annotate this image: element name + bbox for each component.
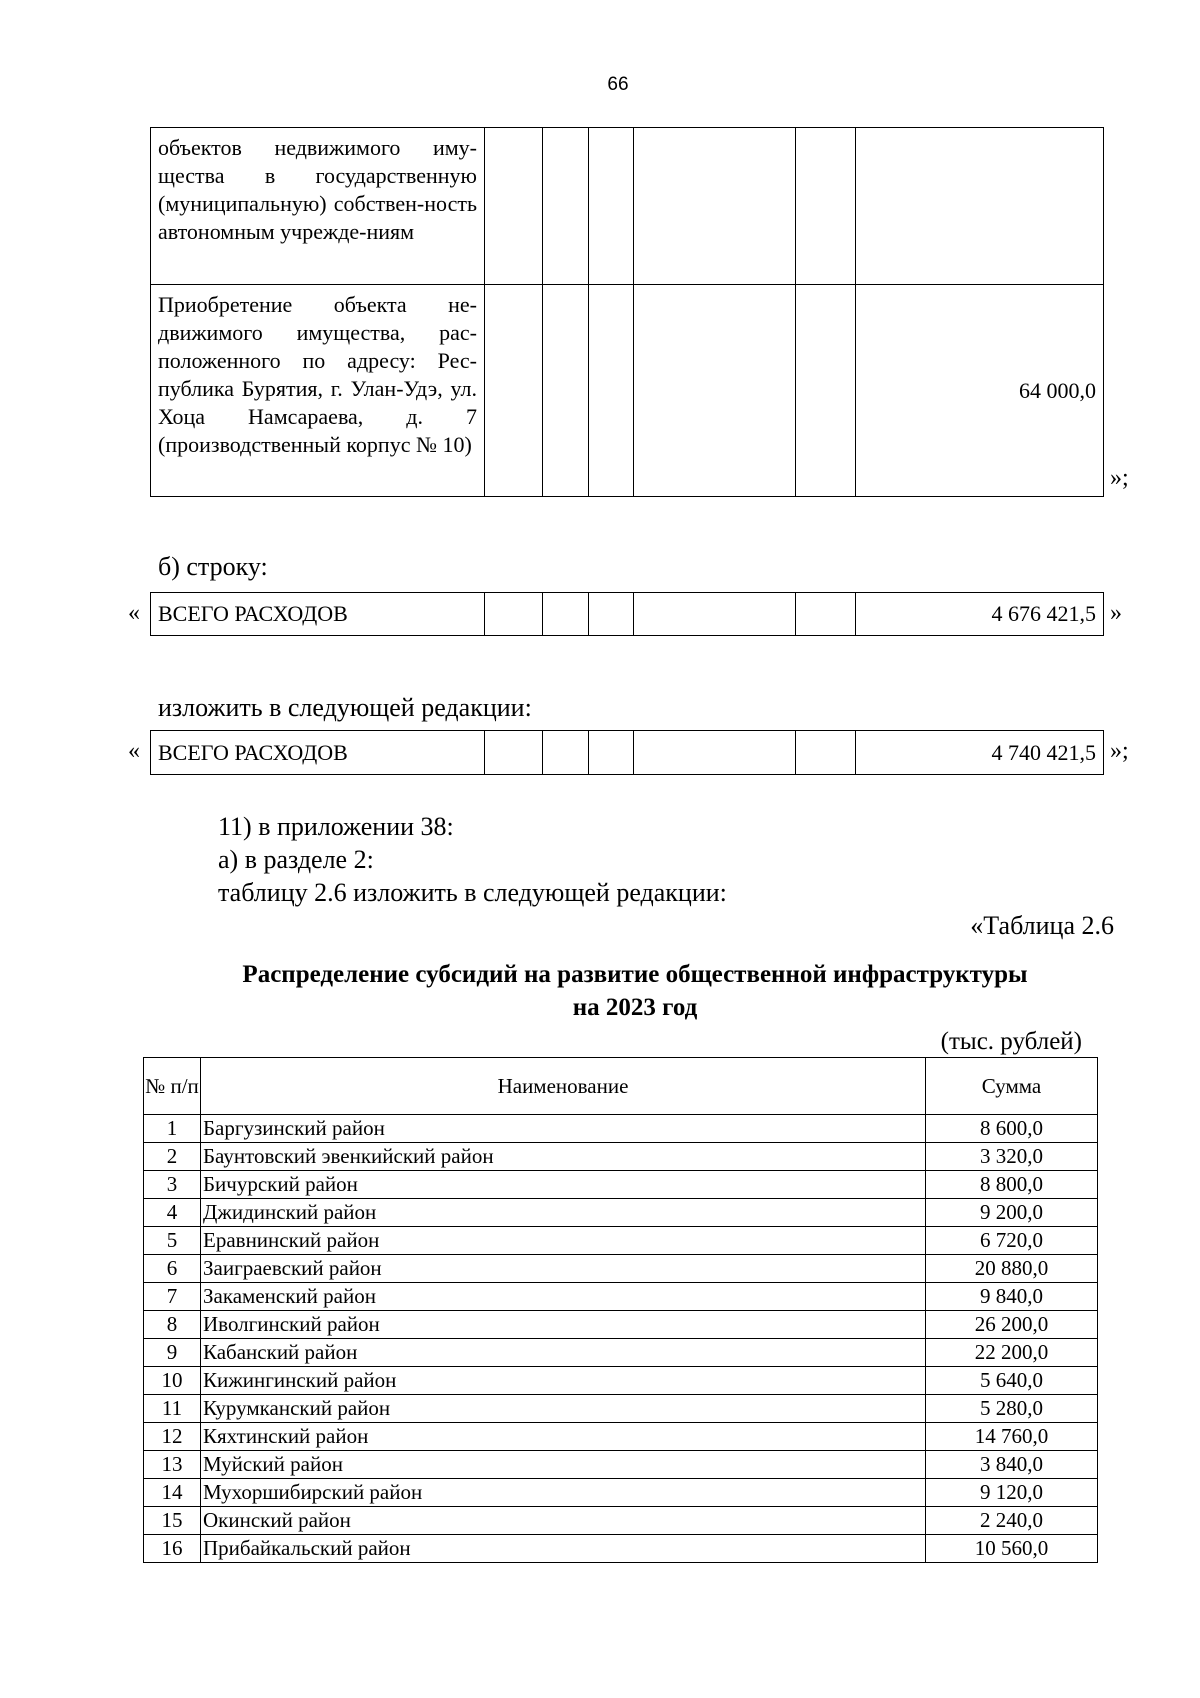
row-name: Заиграевский район bbox=[201, 1255, 926, 1283]
row-name: Окинский район bbox=[201, 1507, 926, 1535]
row-name: Курумканский район bbox=[201, 1395, 926, 1423]
row-sum: 14 760,0 bbox=[926, 1423, 1098, 1451]
open-quote: « bbox=[128, 738, 140, 764]
item-11: 11) в приложении 38: bbox=[218, 812, 454, 841]
row-name: Еравнинский район bbox=[201, 1227, 926, 1255]
units-label: (тыс. рублей) bbox=[940, 1028, 1082, 1055]
row-name: Кабанский район bbox=[201, 1339, 926, 1367]
title-line-2: на 2023 год bbox=[572, 994, 698, 1021]
total-label: ВСЕГО РАСХОДОВ bbox=[151, 731, 485, 775]
row-sum: 8 800,0 bbox=[926, 1171, 1098, 1199]
row-name: Мухоршибирский район bbox=[201, 1479, 926, 1507]
table-row bbox=[144, 1535, 1098, 1563]
title-line-1: Распределение субсидий на развитие общественной инфраструктуры bbox=[242, 961, 1028, 988]
row-sum: 6 720,0 bbox=[926, 1227, 1098, 1255]
new-total-row bbox=[150, 730, 1104, 775]
table-row bbox=[144, 1171, 1098, 1199]
row-amount bbox=[856, 128, 1104, 285]
row-amount: 64 000,0 bbox=[856, 285, 1104, 497]
continued-table bbox=[150, 127, 1104, 497]
row-name: Баунтовский эвенкийский район bbox=[201, 1143, 926, 1171]
table-row bbox=[144, 1255, 1098, 1283]
row-number: 1 bbox=[144, 1115, 201, 1143]
row-sum: 9 840,0 bbox=[926, 1283, 1098, 1311]
row-sum: 9 120,0 bbox=[926, 1479, 1098, 1507]
row-sum: 9 200,0 bbox=[926, 1199, 1098, 1227]
row-number: 9 bbox=[144, 1339, 201, 1367]
row-number: 13 bbox=[144, 1451, 201, 1479]
row-sum: 8 600,0 bbox=[926, 1115, 1098, 1143]
row-sum: 2 240,0 bbox=[926, 1507, 1098, 1535]
table-row bbox=[144, 1479, 1098, 1507]
row-number: 8 bbox=[144, 1311, 201, 1339]
row-number: 11 bbox=[144, 1395, 201, 1423]
table-row bbox=[144, 1367, 1098, 1395]
row-sum: 5 280,0 bbox=[926, 1395, 1098, 1423]
open-quote: « bbox=[128, 600, 140, 626]
row-name: Джидинский район bbox=[201, 1199, 926, 1227]
table-row bbox=[144, 1311, 1098, 1339]
row-name: Кяхтинский район bbox=[201, 1423, 926, 1451]
row-number: 7 bbox=[144, 1283, 201, 1311]
table-row bbox=[144, 1423, 1098, 1451]
table-row bbox=[144, 1227, 1098, 1255]
row-sum: 20 880,0 bbox=[926, 1255, 1098, 1283]
row-number: 2 bbox=[144, 1143, 201, 1171]
row-sum: 10 560,0 bbox=[926, 1535, 1098, 1563]
header-sum: Сумма bbox=[926, 1058, 1098, 1115]
row-sum: 5 640,0 bbox=[926, 1367, 1098, 1395]
row-sum: 3 320,0 bbox=[926, 1143, 1098, 1171]
edit-line: изложить в следующей редакции: bbox=[158, 693, 532, 722]
row-sum: 26 200,0 bbox=[926, 1311, 1098, 1339]
table-row bbox=[144, 1199, 1098, 1227]
old-total-row bbox=[150, 592, 1104, 636]
table-row bbox=[151, 285, 1104, 497]
page-number: 66 bbox=[607, 74, 629, 95]
row-sum: 3 840,0 bbox=[926, 1451, 1098, 1479]
total-amount: 4 740 421,5 bbox=[856, 731, 1104, 775]
row-number: 16 bbox=[144, 1535, 201, 1563]
row-number: 14 bbox=[144, 1479, 201, 1507]
table-row bbox=[144, 1339, 1098, 1367]
close-quote: »; bbox=[1110, 465, 1129, 491]
subsidy-table bbox=[143, 1057, 1098, 1563]
table-row bbox=[151, 128, 1104, 285]
row-number: 6 bbox=[144, 1255, 201, 1283]
header-name: Наименование bbox=[201, 1058, 926, 1115]
row-sum: 22 200,0 bbox=[926, 1339, 1098, 1367]
total-label: ВСЕГО РАСХОДОВ bbox=[151, 593, 485, 636]
table-row bbox=[144, 1507, 1098, 1535]
row-number: 4 bbox=[144, 1199, 201, 1227]
row-name: Закаменский район bbox=[201, 1283, 926, 1311]
close-quote: » bbox=[1110, 600, 1122, 626]
total-amount: 4 676 421,5 bbox=[856, 593, 1104, 636]
row-number: 10 bbox=[144, 1367, 201, 1395]
row-number: 15 bbox=[144, 1507, 201, 1535]
row-number: 12 bbox=[144, 1423, 201, 1451]
close-quote: »; bbox=[1110, 738, 1129, 764]
table-header-row bbox=[144, 1058, 1098, 1115]
row-name: Иволгинский район bbox=[201, 1311, 926, 1339]
item-table: таблицу 2.6 изложить в следующей редакции: bbox=[218, 878, 727, 907]
b-line: б) строку: bbox=[158, 552, 268, 581]
row-name: Прибайкальский район bbox=[201, 1535, 926, 1563]
table-row bbox=[144, 1115, 1098, 1143]
row-description: объектов недвижимого иму-щества в государственную (муниципальную) собствен-ность автономным учрежде-ниям bbox=[151, 128, 485, 285]
row-name: Муйский район bbox=[201, 1451, 926, 1479]
table-row bbox=[144, 1451, 1098, 1479]
header-num: № п/п bbox=[144, 1058, 201, 1115]
row-description: Приобретение объекта не-движимого имущества, рас-положенного по адресу: Рес-публика Бурятия, г. Улан-Удэ, ул. Хоца Намсараева, д. 7 (производственный корпус № 10) bbox=[151, 285, 485, 497]
item-a: а) в разделе 2: bbox=[218, 845, 374, 874]
row-name: Бичурский район bbox=[201, 1171, 926, 1199]
row-name: Кижингинский район bbox=[201, 1367, 926, 1395]
row-number: 3 bbox=[144, 1171, 201, 1199]
table-row bbox=[144, 1283, 1098, 1311]
row-number: 5 bbox=[144, 1227, 201, 1255]
row-name: Баргузинский район bbox=[201, 1115, 926, 1143]
table-row bbox=[144, 1395, 1098, 1423]
table-row bbox=[144, 1143, 1098, 1171]
table-label: «Таблица 2.6 bbox=[970, 911, 1114, 940]
